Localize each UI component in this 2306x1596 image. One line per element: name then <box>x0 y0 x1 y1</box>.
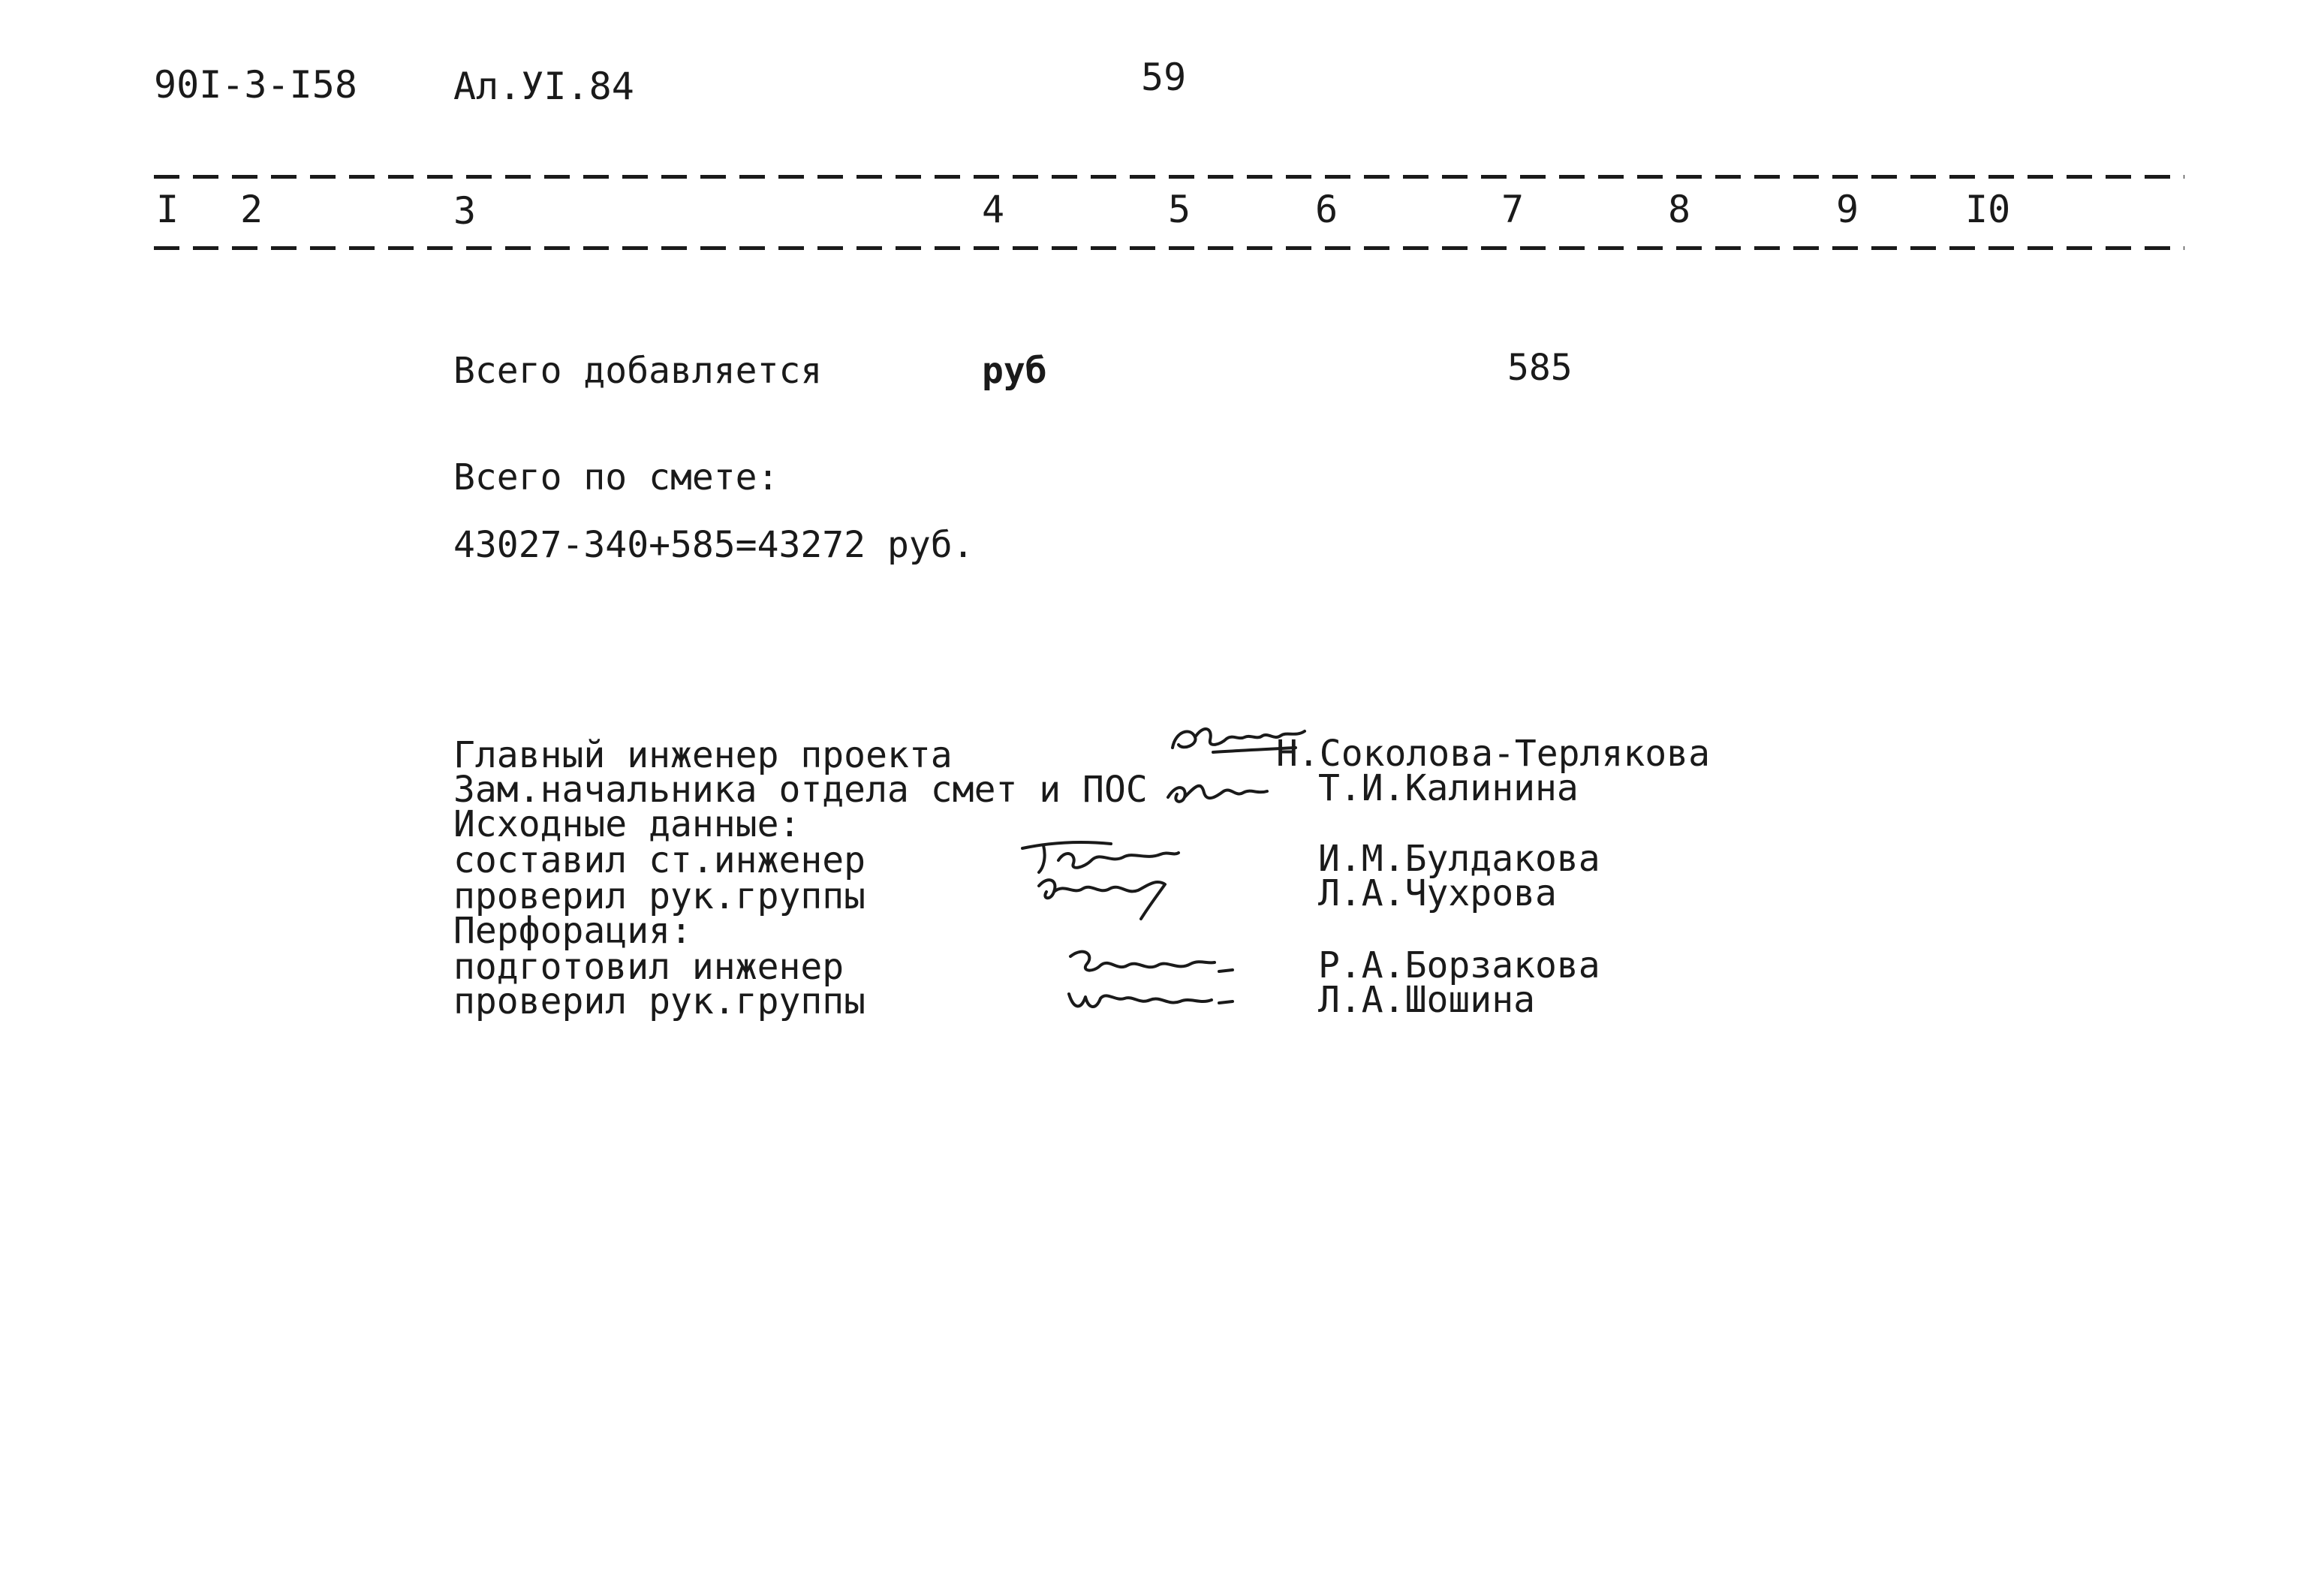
column-number-1: I <box>156 188 179 231</box>
column-number-4: 4 <box>982 188 1005 231</box>
deputy-head-role: Зам.начальника отдела смет и ПОС <box>453 769 1148 811</box>
column-number-2: 2 <box>240 188 263 231</box>
estimate-total-label: Всего по смете: <box>453 456 779 498</box>
bottom-dashed-rule <box>154 246 2184 250</box>
checked-by-signature-1 <box>1028 869 1186 925</box>
added-total-label: Всего добавляется <box>453 350 823 392</box>
source-data-heading: Исходные данные: <box>453 803 801 845</box>
column-number-10: I0 <box>1965 188 2011 231</box>
compiled-by-role: составил ст.инженер <box>453 839 866 881</box>
column-number-3: 3 <box>453 189 477 233</box>
album-number: Ал.УI.84 <box>453 65 634 108</box>
added-total-value: 585 <box>1507 347 1573 389</box>
added-total-unit: руб <box>982 350 1047 392</box>
column-number-5: 5 <box>1168 188 1191 231</box>
column-number-9: 9 <box>1836 188 1859 231</box>
checked-by-signature-2 <box>1058 976 1239 1021</box>
chief-engineer-name: Н.Соколова-Терлякова <box>1276 733 1710 775</box>
compiled-by-name: И.М.Булдакова <box>1318 838 1600 880</box>
estimate-total-formula: 43027-340+585=43272 руб. <box>453 524 974 566</box>
chief-engineer-signature <box>1168 718 1318 767</box>
prepared-by-name: Р.А.Борзакова <box>1318 944 1600 986</box>
column-number-6: 6 <box>1315 188 1338 231</box>
chief-engineer-role: Главный инженер проекта <box>453 734 953 776</box>
top-dashed-rule <box>154 175 2184 179</box>
checked-by-role-1: проверил рук.группы <box>453 875 866 917</box>
perforation-heading: Перфорация: <box>453 910 692 952</box>
column-number-7: 7 <box>1501 188 1525 231</box>
checked-by-name-1: Л.А.Чухрова <box>1318 872 1557 914</box>
prepared-by-role: подготовил инженер <box>453 946 844 988</box>
page-number: 59 <box>1141 56 1187 99</box>
column-number-8: 8 <box>1668 188 1691 231</box>
checked-by-name-2: Л.А.Шошина <box>1318 979 1535 1021</box>
deputy-head-name: Т.И.Калинина <box>1318 767 1579 809</box>
document-code: 90I-3-I58 <box>154 63 357 107</box>
checked-by-role-2: проверил рук.группы <box>453 980 866 1022</box>
deputy-head-signature <box>1162 772 1282 814</box>
